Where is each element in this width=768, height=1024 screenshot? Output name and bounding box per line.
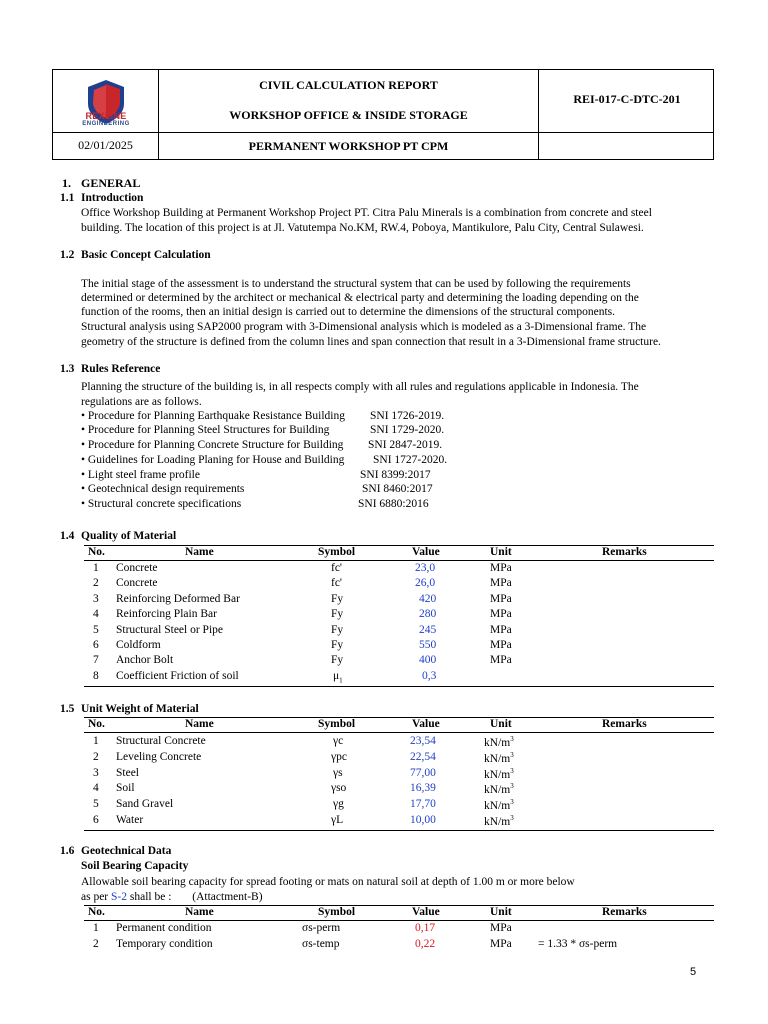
col-unit: Unit xyxy=(490,906,512,918)
cell-no: 4 xyxy=(93,782,99,794)
logo-wordmark xyxy=(75,112,137,128)
report-date: 02/01/2025 xyxy=(78,138,133,152)
section-1-3-title: Rules Reference xyxy=(81,363,161,375)
cell-symbol: Fy xyxy=(331,654,344,666)
cell-unit xyxy=(484,798,514,812)
intro-line: building. The location of this project is at Jl. Vatutempa No.KM, RW.4, Poboya, Mantikulore, Palu City, Central Sulawesi. xyxy=(81,222,644,234)
logo-sub: ENGINEERING xyxy=(82,121,130,127)
report-header xyxy=(52,69,714,160)
cell-name: Permanent condition xyxy=(116,922,212,934)
section-1-2-number: 1.2 xyxy=(60,249,75,261)
table-rule xyxy=(84,920,714,921)
section-1-2-title: Basic Concept Calculation xyxy=(81,249,211,261)
section-1-1-title: Introduction xyxy=(81,192,144,204)
col-remarks: Remarks xyxy=(602,546,647,558)
table-rule xyxy=(84,686,714,687)
cell-unit: MPa xyxy=(490,654,512,666)
text-as-per: as per xyxy=(81,891,109,903)
rule-name: • Light steel frame profile xyxy=(81,469,200,481)
rule-code: SNI 1726-2019. xyxy=(370,410,445,422)
cell-symbol: γg xyxy=(333,798,344,810)
intro-line: Office Workshop Building at Permanent Workshop Project PT. Citra Palu Minerals is a combination from concrete and steel xyxy=(81,207,652,219)
rule-code: SNI 2847-2019. xyxy=(368,439,443,451)
section-1-3-number: 1.3 xyxy=(60,363,75,375)
cell-unit: MPa xyxy=(490,938,512,950)
col-remarks: Remarks xyxy=(602,906,647,918)
unit-exp: 3 xyxy=(510,798,514,806)
col-value: Value xyxy=(412,546,440,558)
unit-base: kN/m xyxy=(484,800,511,812)
cell-no: 1 xyxy=(93,562,99,574)
report-title: CIVIL CALCULATION REPORT xyxy=(259,78,438,92)
cell-name: Leveling Concrete xyxy=(116,751,202,763)
cell-no: 1 xyxy=(93,922,99,934)
cell-no: 4 xyxy=(93,608,99,620)
unit-exp: 3 xyxy=(510,782,514,790)
concept-line: geometry of the structure is defined from the column lines and span connection that result in a 3-Dimensional frame structure. xyxy=(81,336,661,348)
rule-code: SNI 8460:2017 xyxy=(362,483,433,495)
cell-symbol: Fy xyxy=(331,624,344,636)
cell-symbol: γso xyxy=(331,782,347,794)
cell-value: 26,0 xyxy=(415,577,436,589)
cell-unit xyxy=(484,767,514,781)
table-rule xyxy=(84,560,714,561)
logo-brand: REXLINE xyxy=(85,111,127,121)
cell-symbol: γs xyxy=(333,767,343,779)
cell-no: 1 xyxy=(93,735,99,747)
cell-value: 23,54 xyxy=(410,735,436,747)
cell-no: 6 xyxy=(93,639,99,651)
rule-name: • Guidelines for Loading Planing for House and Building xyxy=(81,454,345,466)
unit-base: kN/m xyxy=(484,753,511,765)
cell-no: 2 xyxy=(93,938,99,950)
col-unit: Unit xyxy=(490,718,512,730)
cell-value: 245 xyxy=(419,624,437,636)
section-1-4-number: 1.4 xyxy=(60,530,75,542)
geotech-line: Allowable soil bearing capacity for spread footing or mats on natural soil at depth of 1.00 m or more below xyxy=(81,876,575,888)
table-rule xyxy=(84,732,714,733)
unit-exp: 3 xyxy=(510,767,514,775)
col-unit: Unit xyxy=(490,546,512,558)
cell-name: Concrete xyxy=(116,562,158,574)
cell-symbol: γc xyxy=(333,735,344,747)
cell-name: Soil xyxy=(116,782,135,794)
cell-no: 3 xyxy=(93,767,99,779)
cell-symbol: γpc xyxy=(331,751,347,763)
cell-no: 8 xyxy=(93,670,99,682)
cell-name: Concrete xyxy=(116,577,158,589)
cell-unit xyxy=(484,814,514,828)
cell-name: Reinforcing Plain Bar xyxy=(116,608,217,620)
rule-code: SNI 8399:2017 xyxy=(360,469,431,481)
cell-symbol: σs-perm xyxy=(302,922,341,934)
cell-name: Anchor Bolt xyxy=(116,654,174,666)
cell-value: 400 xyxy=(419,654,437,666)
cell-unit xyxy=(484,782,514,796)
project-name: PERMANENT WORKSHOP PT CPM xyxy=(248,139,449,153)
cell-symbol xyxy=(333,670,343,684)
cell-value: 420 xyxy=(419,593,437,605)
concept-line: The initial stage of the assessment is to understand the structural system that can be used by following the requirements xyxy=(81,278,631,290)
concept-line: determined or determined by the architect or mechanical & electrical party and determining the loading depending on the xyxy=(81,292,639,304)
unit-exp: 3 xyxy=(510,735,514,743)
col-name: Name xyxy=(185,546,214,558)
col-no: No. xyxy=(88,546,105,558)
cell-name: Coldform xyxy=(116,639,161,651)
cell-value: 0,3 xyxy=(422,670,437,682)
soil-bearing-heading: Soil Bearing Capacity xyxy=(81,860,189,872)
rule-code: SNI 6880:2016 xyxy=(358,498,429,510)
page-number: 5 xyxy=(690,966,697,978)
cell-no: 6 xyxy=(93,814,99,826)
concept-line: Structural analysis using SAP2000 program with 3-Dimensional analysis which is modeled as a 3-Dimensional frame. The xyxy=(81,321,647,333)
cell-name: Structural Steel or Pipe xyxy=(116,624,223,636)
cell-unit: MPa xyxy=(490,639,512,651)
unit-base: kN/m xyxy=(484,737,511,749)
cell-name: Steel xyxy=(116,767,139,779)
mu-subscript: 1 xyxy=(339,676,343,685)
rules-intro-line: Planning the structure of the building is, in all respects comply with all rules and regulations applicable in Indonesia. The xyxy=(81,381,639,393)
rule-name: • Procedure for Planning Concrete Structure for Building xyxy=(81,439,344,451)
section-1-5-number: 1.5 xyxy=(60,703,75,715)
unit-base: kN/m xyxy=(484,769,511,781)
section-1-6-title: Geotechnical Data xyxy=(81,845,172,857)
cell-value: 10,00 xyxy=(410,814,436,826)
cell-symbol: Fy xyxy=(331,639,344,651)
cell-unit: MPa xyxy=(490,608,512,620)
cell-symbol: γL xyxy=(331,814,344,826)
col-no: No. xyxy=(88,718,105,730)
section-1-5-title: Unit Weight of Material xyxy=(81,703,199,715)
rule-name: • Procedure for Planning Steel Structures for Building xyxy=(81,424,330,436)
cell-unit xyxy=(484,735,514,749)
cell-no: 7 xyxy=(93,654,99,666)
cell-name: Reinforcing Deformed Bar xyxy=(116,593,240,605)
cell-value: 23,0 xyxy=(415,562,436,574)
cell-value: 0,22 xyxy=(415,938,436,950)
col-symbol: Symbol xyxy=(318,906,356,918)
geotech-line xyxy=(81,891,263,903)
rules-intro-line: regulations are as follows. xyxy=(81,396,202,408)
col-name: Name xyxy=(185,906,214,918)
cell-symbol: Fy xyxy=(331,593,344,605)
section-1-title: GENERAL xyxy=(81,176,141,190)
concept-line: function of the rooms, then an initial design is carried out to determine the dimensions of the structural components. xyxy=(81,306,615,318)
cell-name: Coefficient Friction of soil xyxy=(116,670,239,682)
cell-no: 5 xyxy=(93,798,99,810)
cell-symbol: σs-temp xyxy=(302,938,340,950)
col-name: Name xyxy=(185,718,214,730)
cell-name: Temporary condition xyxy=(116,938,213,950)
rule-name: • Procedure for Planning Earthquake Resistance Building xyxy=(81,410,345,422)
section-1-6-number: 1.6 xyxy=(60,845,75,857)
cell-value: 17,70 xyxy=(410,798,436,810)
col-value: Value xyxy=(412,718,440,730)
cell-name: Sand Gravel xyxy=(116,798,174,810)
cell-unit: MPa xyxy=(490,577,512,589)
col-value: Value xyxy=(412,906,440,918)
rule-name: • Structural concrete specifications xyxy=(81,498,242,510)
cell-no: 5 xyxy=(93,624,99,636)
section-1-1-number: 1.1 xyxy=(60,192,75,204)
cell-unit: MPa xyxy=(490,562,512,574)
rule-name: • Geotechnical design requirements xyxy=(81,483,245,495)
cell-remarks: = 1.33 * σs-perm xyxy=(538,938,618,950)
report-subtitle: WORKSHOP OFFICE & INSIDE STORAGE xyxy=(229,108,468,122)
col-symbol: Symbol xyxy=(318,718,356,730)
cell-value: 16,39 xyxy=(410,782,436,794)
cell-unit xyxy=(484,751,514,765)
document-number: REI-017-C-DTC-201 xyxy=(573,92,681,106)
reference-s2: S-2 xyxy=(111,891,127,903)
unit-base: kN/m xyxy=(484,816,511,828)
cell-value: 550 xyxy=(419,639,437,651)
col-symbol: Symbol xyxy=(318,546,356,558)
section-1-number: 1. xyxy=(62,176,71,190)
cell-unit: MPa xyxy=(490,624,512,636)
section-1-4-title: Quality of Material xyxy=(81,530,177,542)
cell-name: Water xyxy=(116,814,144,826)
unit-exp: 3 xyxy=(510,814,514,822)
col-remarks: Remarks xyxy=(602,718,647,730)
cell-unit: MPa xyxy=(490,593,512,605)
cell-value: 22,54 xyxy=(410,751,436,763)
cell-symbol: fc' xyxy=(331,577,343,589)
text-shall-be: shall be : xyxy=(129,891,172,903)
unit-base: kN/m xyxy=(484,784,511,796)
cell-value: 0,17 xyxy=(415,922,436,934)
cell-no: 2 xyxy=(93,577,99,589)
cell-symbol: Fy xyxy=(331,608,344,620)
rule-code: SNI 1727-2020. xyxy=(373,454,448,466)
col-no: No. xyxy=(88,906,105,918)
cell-value: 280 xyxy=(419,608,437,620)
unit-exp: 3 xyxy=(510,751,514,759)
table-rule xyxy=(84,830,714,831)
cell-symbol: fc' xyxy=(331,562,343,574)
attachment-ref: (Attactment-B) xyxy=(192,891,263,903)
cell-value: 77,00 xyxy=(410,767,436,779)
cell-unit: MPa xyxy=(490,922,512,934)
rule-code: SNI 1729-2020. xyxy=(370,424,445,436)
cell-no: 3 xyxy=(93,593,99,605)
cell-no: 2 xyxy=(93,751,99,763)
mu-symbol: μ xyxy=(333,670,340,682)
cell-name: Structural Concrete xyxy=(116,735,206,747)
